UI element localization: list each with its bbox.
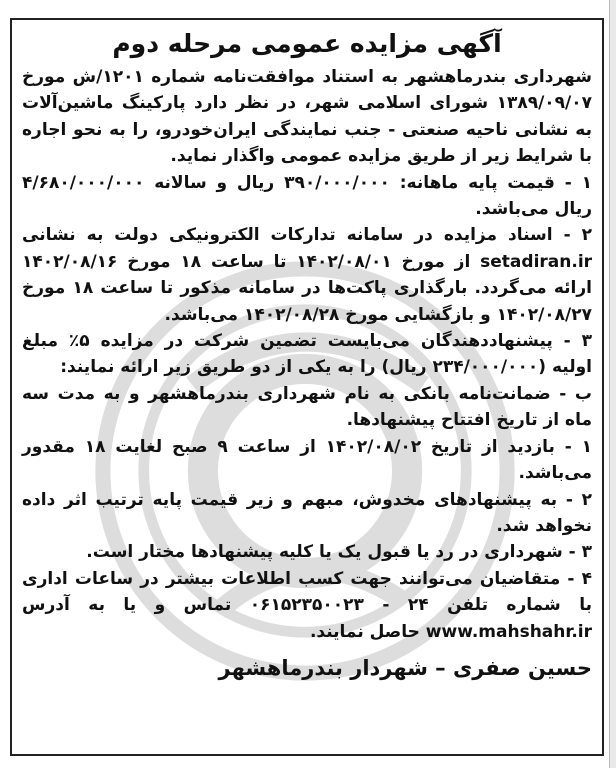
clause-guarantee: ۳ - پیشنهاددهندگان می‌بایست تضمین شرکت در مزایده ۵٪ مبلغ اولیه (۲۳۴/۰۰۰/۰۰۰ ریال) را به یکی از دو طریق زیر ارائه نمایند: (22, 331, 593, 378)
clause-visit: ۱ - بازدید از تاریخ ۱۴۰۲/۰۸/۰۲ از ساعت ۹ صبح لغایت ۱۸ مقدور می‌باشد. (22, 436, 592, 484)
clause-municipality-right: ۳ - شهرداری در رد یا قبول یک یا کلیه پیشنهادها مختار است. (86, 542, 592, 563)
clause-bank-guarantee: ب - ضمانت‌نامه بانکی به نام شهرداری بندرماهشهر و به مدت سه ماه از تاریخ افتتاح پیشنهادها. (22, 383, 592, 431)
intro-paragraph: شهرداری بندرماهشهر به استناد موافقت‌نامه شماره ۱۲۰۱/ش مورخ ۱۳۸۹/۰۹/۰۷ شورای اسلامی شهر، در نظر دارد پارکینگ ماشین‌آلات به نشانی ناحیه صنعتی - جنب نمایندگی ایران‌خودرو، را به نحو اجاره با شرایط زیر از طریق مزایده عمومی واگذار نماید. (22, 67, 593, 167)
notice-title: آگهی مزایده عمومی مرحله دوم (112, 29, 502, 58)
clause-contact: ۴ - متقاضیان می‌توانند جهت کسب اطلاعات بیشتر در ساعات اداری با شماره تلفن ۲۴ - ۰۶۱۵۲۳۵۰۰۲۳ تماس و یا به آدرس www.mahshahr.ir حاصل نمایند. (22, 568, 592, 642)
notice-frame (10, 18, 604, 756)
clause-documents: ۲ - اسناد مزایده در سامانه تدارکات الکترونیکی دولت به نشانی setadiran.ir از مورخ ۱۴۰۲/۰۸/۰۱ تا ساعت ۱۸ مورخ ۱۴۰۲/۰۸/۱۶ ارائه می‌گردد. بارگذاری پاکت‌ها در سامانه مذکور تا ساعت ۱۸ مورخ ۱۴۰۲/۰۸/۲۷ و بازگشایی مورخ ۱۴۰۲/۰۸/۲۸ می‌باشد. (22, 225, 593, 325)
notice-body (12, 20, 602, 683)
clause-base-price: ۱ - قیمت پایه ماهانه: ۳۹۰/۰۰۰/۰۰۰ ریال و سالانه ۴/۶۸۰/۰۰۰/۰۰۰ ریال می‌باشد. (22, 172, 592, 220)
signature: حسین صفری – شهردار بندرماهشهر (218, 655, 592, 680)
clause-invalid-offers: ۲ - به پیشنهادهای مخدوش، مبهم و زیر قیمت پایه ترتیب اثر داده نخواهد شد. (22, 489, 592, 536)
page-edge (609, 0, 616, 768)
